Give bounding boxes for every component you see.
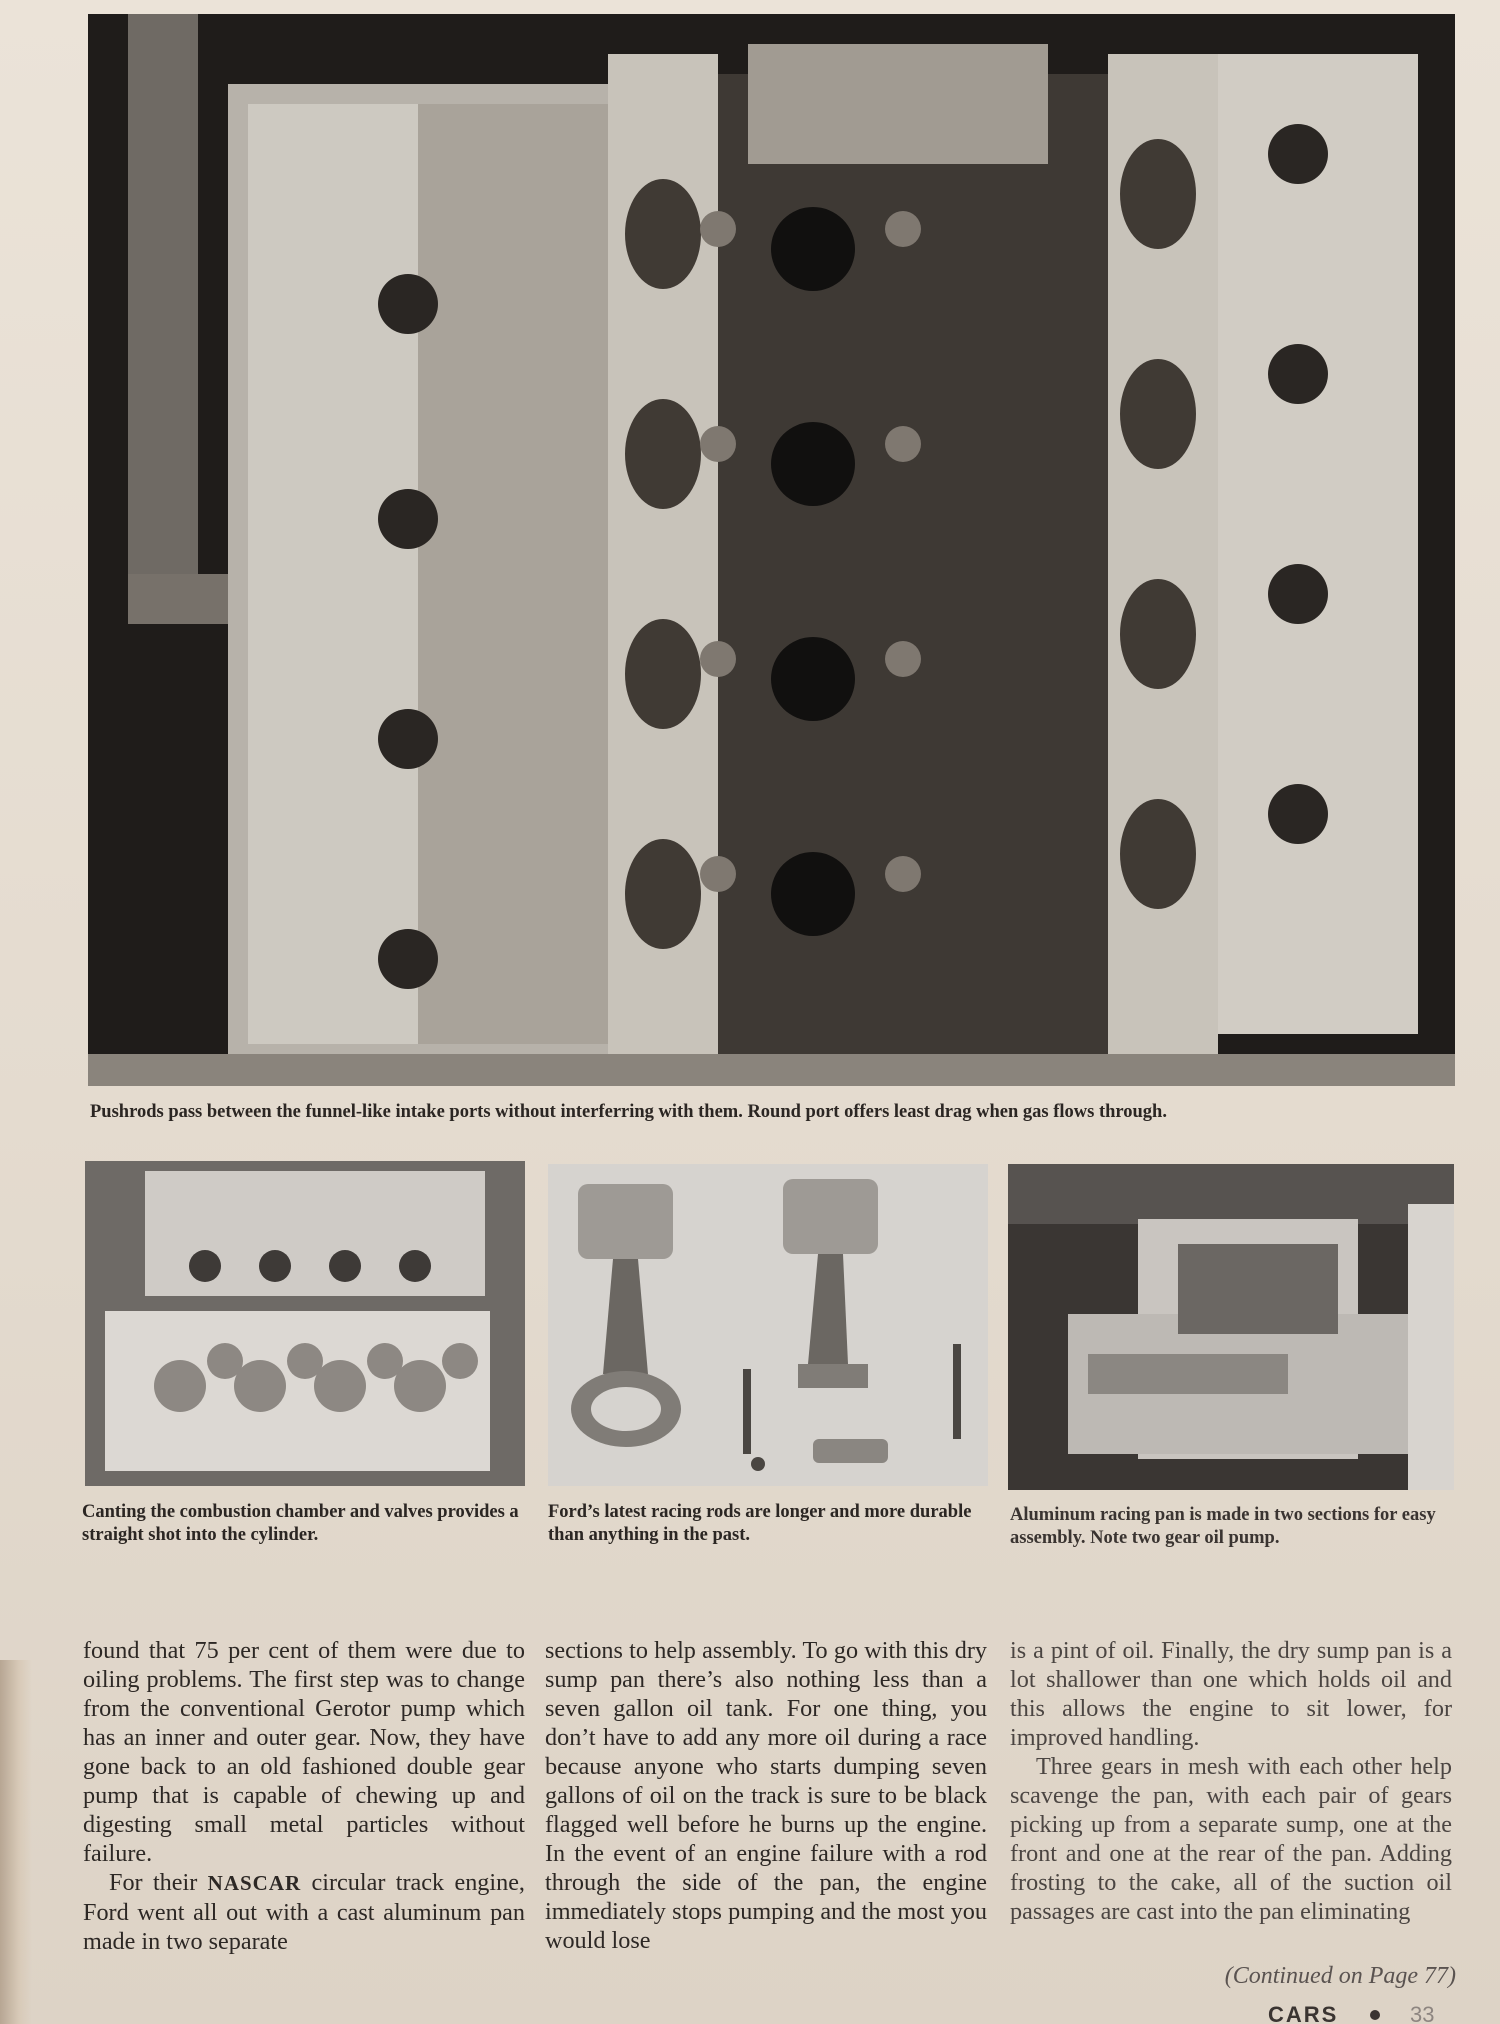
page-edge-shadow	[0, 1660, 32, 2024]
article-text: circular track engine, Ford went all out with a cast aluminum pan made in two separate	[83, 1869, 525, 1955]
cylinder-heads-photo	[85, 1161, 525, 1486]
article-paragraph: found that 75 per cent of them were due to oiling problems. The first step was to change from the conventional Gerotor pump which has an inner and outer gear. Now, they have gone back to an old fashioned double gear pump that is capable of chewing up and digesting small metal particles without failure.	[83, 1637, 525, 1867]
page-number: 33	[1410, 2002, 1435, 2024]
pan-photo-caption: Aluminum racing pan is made in two sections for easy assembly. Note two gear oil pump.	[1010, 1505, 1436, 1549]
footer-bullet	[1370, 2010, 1380, 2020]
engine-block-photo	[88, 14, 1455, 1086]
article-text: For their	[109, 1869, 208, 1896]
magazine-name: CARS	[1268, 2002, 1339, 2024]
article-paragraph: is a pint of oil. Finally, the dry sump pan is a lot shallower than one which holds oil and this allows the engine to sit lower, for improved handling.	[1010, 1637, 1452, 1751]
heads-photo-caption: Canting the combustion chamber and valves provides a straight shot into the cylinder.	[82, 1502, 519, 1546]
article-paragraph: Three gears in mesh with each other help scavenge the pan, with each pair of gears picking up from a separate sump, one at the front and one at the rear of the pan. Adding frosting to the cake, all of the suction oil passages are cast into the pan eliminating	[1010, 1753, 1452, 1925]
nascar-smallcaps: NASCAR	[207, 1871, 302, 1895]
article-column-1	[83, 1636, 525, 1956]
oil-pan-photo	[1008, 1164, 1454, 1490]
rods-photo-caption: Ford’s latest racing rods are longer and more durable than anything in the past.	[548, 1502, 972, 1546]
article-column-2	[545, 1636, 987, 1955]
article-column-3	[1010, 1636, 1452, 1926]
article-paragraph	[83, 1868, 525, 1956]
main-photo-caption: Pushrods pass between the funnel-like intake ports without interferring with them. Round port offers least drag when gas flows through.	[90, 1102, 1167, 1122]
article-paragraph: sections to help assembly. To go with this dry sump pan there’s also nothing less than a seven gallon oil tank. For one thing, you don’t have to add any more oil during a race because anyone who starts dumping seven gallons of oil on the track is sure to be black flagged well before he burns up the engine. In the event of an engine failure with a rod through the side of the pan, the engine immediately stops pumping and the most you would lose	[545, 1637, 987, 1954]
continued-note: (Continued on Page 77)	[1224, 1963, 1456, 1989]
racing-rods-photo	[548, 1164, 988, 1486]
